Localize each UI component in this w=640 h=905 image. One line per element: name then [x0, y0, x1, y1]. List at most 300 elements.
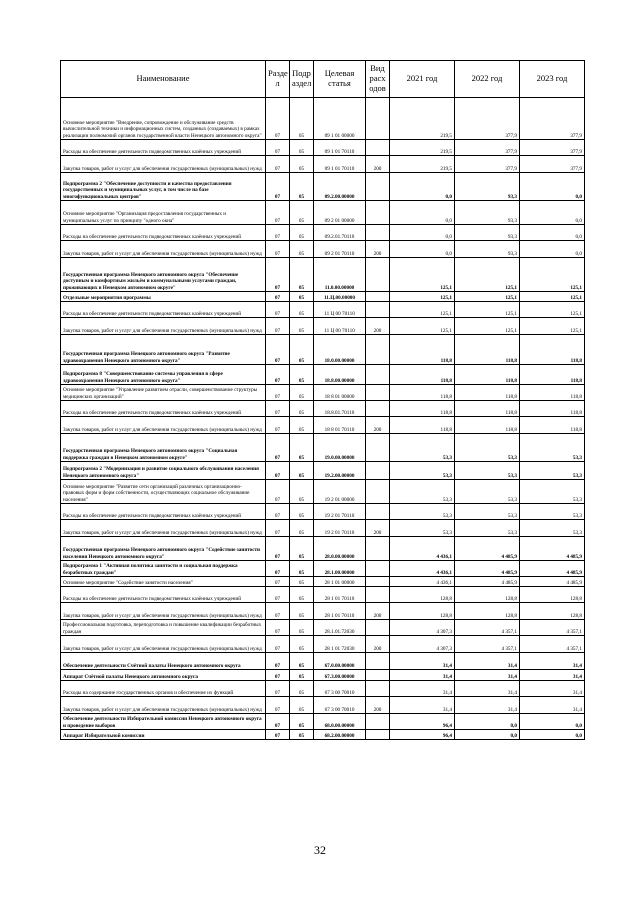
cell-2022: 31,4 [455, 681, 520, 697]
cell-2023: 4 485,9 [520, 537, 585, 561]
cell-razdel: 07 [266, 681, 290, 697]
cell-statya: 19.0.00.00000 [314, 434, 366, 462]
cell-2023: 0,0 [520, 201, 585, 225]
table-header-row [61, 61, 585, 98]
col-header-2022: 2022 год [455, 61, 520, 98]
cell-razdel: 07 [266, 480, 290, 504]
cell-vid [366, 140, 390, 156]
cell-name: Закупка товаров, работ и услуг для обеспечения государственных (муниципальных) нужд [61, 417, 266, 434]
cell-vid [366, 714, 390, 730]
cell-vid: 200 [366, 636, 390, 653]
cell-2021: 0,0 [390, 201, 455, 225]
cell-2023: 53,3 [520, 480, 585, 504]
table-row [61, 365, 585, 385]
cell-2022: 31,4 [455, 697, 520, 714]
cell-2022: 0,0 [455, 730, 520, 740]
cell-razdel: 07 [266, 504, 290, 520]
col-header-vid: Вид расх одов [366, 61, 390, 98]
cell-2022: 4 485,9 [455, 537, 520, 561]
cell-podrazdel: 05 [290, 480, 314, 504]
table-row [61, 730, 585, 740]
cell-2021: 96,4 [390, 730, 455, 740]
cell-2023: 125,1 [520, 302, 585, 318]
table-row [61, 520, 585, 537]
cell-razdel: 07 [266, 520, 290, 537]
cell-vid: 200 [366, 156, 390, 173]
cell-vid [366, 225, 390, 241]
cell-2022: 118,8 [455, 417, 520, 434]
cell-2023: 53,3 [520, 434, 585, 462]
cell-2021: 31,4 [390, 681, 455, 697]
table-row [61, 434, 585, 462]
col-header-statya: Целевая статья [314, 61, 366, 98]
cell-2022: 53,3 [455, 480, 520, 504]
cell-2023: 4 485,9 [520, 561, 585, 577]
cell-2022: 31,4 [455, 653, 520, 670]
cell-2023: 128,8 [520, 587, 585, 603]
table-row [61, 681, 585, 697]
cell-2023: 53,3 [520, 504, 585, 520]
cell-razdel: 07 [266, 561, 290, 577]
table-row [61, 603, 585, 620]
cell-razdel: 07 [266, 241, 290, 258]
cell-2022: 118,8 [455, 365, 520, 385]
cell-name: Расходы на обеспечение деятельности подведомственных казённых учреждений [61, 225, 266, 241]
cell-statya: 28 1 01 70110 [314, 603, 366, 620]
cell-2022: 377,9 [455, 98, 520, 140]
cell-razdel: 07 [266, 140, 290, 156]
cell-2021: 125,1 [390, 292, 455, 302]
cell-podrazdel: 05 [290, 98, 314, 140]
table-row [61, 636, 585, 653]
cell-podrazdel: 05 [290, 140, 314, 156]
cell-razdel: 07 [266, 258, 290, 292]
cell-2023: 118,8 [520, 385, 585, 401]
cell-2022: 128,8 [455, 603, 520, 620]
cell-2021: 125,1 [390, 258, 455, 292]
cell-name: Подпрограмма 8 "Совершенствование системы управления в сфере здравоохранения Ненецкого автономного округа" [61, 365, 266, 385]
cell-podrazdel: 05 [290, 462, 314, 480]
cell-statya: 28.1.01.72030 [314, 620, 366, 636]
cell-vid [366, 98, 390, 140]
cell-vid: 200 [366, 697, 390, 714]
table-row [61, 620, 585, 636]
cell-name: Подпрограмма 2 "Модернизация и развитие социального обслуживания населения Ненецкого автономного округа" [61, 462, 266, 480]
cell-podrazdel: 05 [290, 173, 314, 201]
cell-razdel: 07 [266, 156, 290, 173]
cell-2023: 118,8 [520, 335, 585, 365]
cell-2023: 118,8 [520, 401, 585, 417]
cell-statya: 67 3 00 70010 [314, 697, 366, 714]
cell-statya: 09 1 01 70110 [314, 156, 366, 173]
cell-razdel: 07 [266, 603, 290, 620]
cell-2021: 31,4 [390, 670, 455, 681]
cell-podrazdel: 05 [290, 537, 314, 561]
table-row [61, 302, 585, 318]
cell-statya: 67 3 00 70010 [314, 681, 366, 697]
cell-statya: 18.0.00.00000 [314, 335, 366, 365]
cell-statya: 18.8.01.70110 [314, 401, 366, 417]
cell-razdel: 07 [266, 670, 290, 681]
col-header-2021: 2021 год [390, 61, 455, 98]
cell-statya: 18 8 01 00000 [314, 385, 366, 401]
cell-podrazdel: 05 [290, 603, 314, 620]
cell-name: Закупка товаров, работ и услуг для обеспечения государственных (муниципальных) нужд [61, 156, 266, 173]
cell-podrazdel: 05 [290, 292, 314, 302]
cell-2021: 4 307,3 [390, 636, 455, 653]
cell-podrazdel: 05 [290, 714, 314, 730]
table-row [61, 561, 585, 577]
cell-razdel: 07 [266, 302, 290, 318]
cell-statya: 67.3.00.00000 [314, 670, 366, 681]
cell-razdel: 07 [266, 335, 290, 365]
cell-razdel: 07 [266, 587, 290, 603]
cell-statya: 09 2 01 70110 [314, 241, 366, 258]
cell-vid: 200 [366, 318, 390, 335]
cell-razdel: 07 [266, 292, 290, 302]
cell-2023: 31,4 [520, 653, 585, 670]
table-row [61, 653, 585, 670]
cell-podrazdel: 05 [290, 241, 314, 258]
cell-2021: 125,1 [390, 302, 455, 318]
cell-2023: 4 357,1 [520, 620, 585, 636]
cell-razdel: 07 [266, 636, 290, 653]
cell-podrazdel: 05 [290, 335, 314, 365]
cell-statya: 28.1.00.00000 [314, 561, 366, 577]
cell-2021: 219,5 [390, 98, 455, 140]
cell-name: Расходы на обеспечение деятельности подведомственных казённых учреждений [61, 140, 266, 156]
budget-table-container [60, 60, 584, 740]
cell-vid [366, 365, 390, 385]
cell-name: Расходы на содержание государственных органов и обеспечение их функций [61, 681, 266, 697]
cell-2022: 93,3 [455, 241, 520, 258]
cell-vid [366, 730, 390, 740]
table-row [61, 697, 585, 714]
cell-name: Подпрограмма 2 "Обеспечение доступности и качества предоставления государственных и муниципальных услуг, в том числе на базе многофункциональных центров" [61, 173, 266, 201]
cell-vid [366, 462, 390, 480]
cell-statya: 11 Ц 00 70110 [314, 318, 366, 335]
cell-podrazdel: 05 [290, 434, 314, 462]
cell-2023: 118,8 [520, 417, 585, 434]
cell-name: Государственная программа Ненецкого автономного округа "Социальная поддержка граждан в Ненецком автономном округе" [61, 434, 266, 462]
cell-vid [366, 653, 390, 670]
cell-name: Отдельные мероприятия программы [61, 292, 266, 302]
col-header-podrazdel: Подр аздел [290, 61, 314, 98]
cell-podrazdel: 05 [290, 417, 314, 434]
col-header-razdel: Разде л [266, 61, 290, 98]
cell-podrazdel: 05 [290, 401, 314, 417]
cell-2023: 0,0 [520, 730, 585, 740]
cell-2023: 377,9 [520, 156, 585, 173]
cell-statya: 68.0.00.00000 [314, 714, 366, 730]
cell-2021: 53,3 [390, 520, 455, 537]
cell-2022: 4 485,9 [455, 577, 520, 587]
cell-podrazdel: 05 [290, 587, 314, 603]
cell-name: Расходы на обеспечение деятельности подведомственных казённых учреждений [61, 401, 266, 417]
cell-2022: 118,8 [455, 401, 520, 417]
cell-name: Расходы на обеспечение деятельности подведомственных казённых учреждений [61, 302, 266, 318]
cell-name: Закупка товаров, работ и услуг для обеспечения государственных (муниципальных) нужд [61, 636, 266, 653]
cell-vid [366, 681, 390, 697]
cell-2021: 31,4 [390, 653, 455, 670]
cell-2021: 118,8 [390, 385, 455, 401]
table-row [61, 462, 585, 480]
cell-2022: 0,0 [455, 714, 520, 730]
cell-2022: 377,9 [455, 156, 520, 173]
cell-statya: 09.2.01.70110 [314, 225, 366, 241]
cell-2021: 0,0 [390, 173, 455, 201]
cell-2021: 0,0 [390, 241, 455, 258]
cell-vid [366, 258, 390, 292]
cell-razdel: 07 [266, 401, 290, 417]
cell-2022: 93,3 [455, 173, 520, 201]
cell-podrazdel: 05 [290, 225, 314, 241]
cell-podrazdel: 05 [290, 258, 314, 292]
cell-2022: 4 485,9 [455, 561, 520, 577]
cell-podrazdel: 05 [290, 697, 314, 714]
cell-vid [366, 561, 390, 577]
cell-2022: 118,8 [455, 335, 520, 365]
cell-name: Основное мероприятие "Организация предоставления государственных и муниципальных услуг по принципу "одного окна" [61, 201, 266, 225]
cell-2023: 125,1 [520, 292, 585, 302]
cell-vid: 200 [366, 417, 390, 434]
cell-podrazdel: 05 [290, 520, 314, 537]
table-row [61, 480, 585, 504]
table-row [61, 537, 585, 561]
cell-podrazdel: 05 [290, 653, 314, 670]
cell-statya: 68.2.00.00000 [314, 730, 366, 740]
cell-2022: 125,1 [455, 318, 520, 335]
cell-statya: 28 1 01 00000 [314, 577, 366, 587]
cell-name: Закупка товаров, работ и услуг для обеспечения государственных (муниципальных) нужд [61, 241, 266, 258]
cell-2022: 125,1 [455, 292, 520, 302]
cell-razdel: 07 [266, 173, 290, 201]
cell-razdel: 07 [266, 385, 290, 401]
cell-podrazdel: 05 [290, 730, 314, 740]
cell-2022: 53,3 [455, 504, 520, 520]
cell-2021: 53,3 [390, 434, 455, 462]
cell-vid [366, 292, 390, 302]
cell-vid [366, 620, 390, 636]
table-row [61, 417, 585, 434]
cell-vid [366, 335, 390, 365]
table-row [61, 577, 585, 587]
cell-statya: 28 1 01 70110 [314, 587, 366, 603]
cell-2021: 125,1 [390, 318, 455, 335]
cell-2021: 128,8 [390, 587, 455, 603]
cell-name: Закупка товаров, работ и услуг для обеспечения государственных (муниципальных) нужд [61, 318, 266, 335]
cell-name: Государственная программа Ненецкого автономного округа "Содействие занятости населения Ненецкого автономного округа" [61, 537, 266, 561]
cell-podrazdel: 05 [290, 504, 314, 520]
cell-razdel: 07 [266, 417, 290, 434]
table-row [61, 292, 585, 302]
page-number: 32 [314, 843, 326, 857]
cell-2021: 219,5 [390, 156, 455, 173]
table-row [61, 401, 585, 417]
cell-2021: 4 436,1 [390, 561, 455, 577]
cell-2023: 0,0 [520, 241, 585, 258]
cell-2021: 53,3 [390, 480, 455, 504]
cell-vid: 200 [366, 520, 390, 537]
cell-podrazdel: 05 [290, 636, 314, 653]
cell-2021: 4 436,1 [390, 537, 455, 561]
cell-razdel: 07 [266, 365, 290, 385]
cell-2022: 31,4 [455, 670, 520, 681]
cell-2021: 118,8 [390, 401, 455, 417]
cell-2021: 53,3 [390, 504, 455, 520]
cell-name: Государственная программа Ненецкого автономного округа "Обеспечение доступным и комфортным жильём и коммунальными услугами граждан, проживающих в Ненецком автономном округе" [61, 258, 266, 292]
table-row [61, 714, 585, 730]
cell-name: Основное мероприятие "Управление развитием отрасли, совершенствование структуры медицинских организаций" [61, 385, 266, 401]
cell-statya: 11 Ц 00 70110 [314, 302, 366, 318]
cell-razdel: 07 [266, 434, 290, 462]
cell-2023: 0,0 [520, 714, 585, 730]
table-row [61, 335, 585, 365]
cell-2021: 219,5 [390, 140, 455, 156]
cell-statya: 67.0.00.00000 [314, 653, 366, 670]
cell-2022: 4 357,1 [455, 620, 520, 636]
cell-2023: 377,9 [520, 140, 585, 156]
cell-statya: 18.8.00.00000 [314, 365, 366, 385]
cell-name: Основное мероприятие "Развитие сети организаций различных организационно-правовых форм и форм собственности, осуществляющих социальное обслуживание населения" [61, 480, 266, 504]
cell-podrazdel: 05 [290, 385, 314, 401]
cell-2022: 53,3 [455, 520, 520, 537]
cell-name: Основное мероприятие "Внедрение, сопровождение и обслуживание средств вычислительной техники и информационных систем, созданных (создаваемых) в рамках реализации полномочий органов государственной власти Ненецкого автономного округа" [61, 98, 266, 140]
cell-statya: 18 8 01 70110 [314, 417, 366, 434]
cell-2023: 31,4 [520, 697, 585, 714]
cell-vid [366, 385, 390, 401]
table-row [61, 98, 585, 140]
table-row [61, 385, 585, 401]
cell-statya: 28.0.00.00000 [314, 537, 366, 561]
cell-vid [366, 504, 390, 520]
col-header-name: Наименование [61, 61, 266, 98]
cell-statya: 09 1 01 70110 [314, 140, 366, 156]
cell-vid [366, 537, 390, 561]
cell-2023: 128,8 [520, 603, 585, 620]
cell-2021: 53,3 [390, 462, 455, 480]
cell-2023: 0,0 [520, 225, 585, 241]
cell-razdel: 07 [266, 653, 290, 670]
cell-2023: 377,9 [520, 98, 585, 140]
cell-razdel: 07 [266, 730, 290, 740]
cell-statya: 28 1 01 72030 [314, 636, 366, 653]
table-row [61, 201, 585, 225]
cell-2022: 125,1 [455, 258, 520, 292]
cell-razdel: 07 [266, 462, 290, 480]
cell-2021: 128,8 [390, 603, 455, 620]
table-row [61, 173, 585, 201]
cell-2023: 118,8 [520, 365, 585, 385]
cell-statya: 19 2 01 00000 [314, 480, 366, 504]
cell-2023: 53,3 [520, 462, 585, 480]
cell-2022: 125,1 [455, 302, 520, 318]
cell-2021: 0,0 [390, 225, 455, 241]
cell-podrazdel: 05 [290, 201, 314, 225]
cell-name: Обеспечение деятельности Избирательной комиссии Ненецкого автономного округа и проведение выборов [61, 714, 266, 730]
cell-podrazdel: 05 [290, 302, 314, 318]
cell-vid [366, 173, 390, 201]
cell-2022: 128,8 [455, 587, 520, 603]
budget-table [60, 60, 585, 740]
cell-statya: 09 2 01 00000 [314, 201, 366, 225]
cell-razdel: 07 [266, 98, 290, 140]
cell-name: Основное мероприятие "Содействие занятости населения" [61, 577, 266, 587]
cell-vid [366, 201, 390, 225]
table-row [61, 225, 585, 241]
cell-2023: 125,1 [520, 318, 585, 335]
cell-2021: 118,8 [390, 365, 455, 385]
cell-podrazdel: 05 [290, 365, 314, 385]
cell-statya: 11.0.00.00000 [314, 258, 366, 292]
cell-2022: 377,9 [455, 140, 520, 156]
cell-vid: 200 [366, 603, 390, 620]
cell-2021: 4 307,3 [390, 620, 455, 636]
cell-razdel: 07 [266, 225, 290, 241]
cell-statya: 09 1 01 00000 [314, 98, 366, 140]
cell-razdel: 07 [266, 201, 290, 225]
cell-razdel: 07 [266, 697, 290, 714]
cell-vid [366, 670, 390, 681]
cell-name: Закупка товаров, работ и услуг для обеспечения государственных (муниципальных) нужд [61, 697, 266, 714]
table-row [61, 241, 585, 258]
cell-podrazdel: 05 [290, 561, 314, 577]
table-row [61, 258, 585, 292]
cell-2023: 4 357,1 [520, 636, 585, 653]
cell-name: Профессиональная подготовка, переподготовка и повышение квалификации безработных граждан [61, 620, 266, 636]
cell-vid: 200 [366, 241, 390, 258]
cell-podrazdel: 05 [290, 681, 314, 697]
cell-vid [366, 401, 390, 417]
cell-2021: 31,4 [390, 697, 455, 714]
cell-2022: 53,3 [455, 462, 520, 480]
table-body [61, 98, 585, 740]
table-row [61, 587, 585, 603]
table-row [61, 504, 585, 520]
cell-2021: 118,8 [390, 417, 455, 434]
cell-razdel: 07 [266, 714, 290, 730]
cell-podrazdel: 05 [290, 318, 314, 335]
cell-name: Расходы на обеспечение деятельности подведомственных казённых учреждений [61, 504, 266, 520]
cell-statya: 19 2 01 70110 [314, 520, 366, 537]
cell-2023: 4 485,9 [520, 577, 585, 587]
cell-podrazdel: 05 [290, 670, 314, 681]
cell-statya: 19 2 01 70110 [314, 504, 366, 520]
cell-name: Аппарат Избирательной комиссии [61, 730, 266, 740]
cell-razdel: 07 [266, 620, 290, 636]
cell-name: Подпрограмма 1 "Активная политика занятости и социальная поддержка безработных граждан" [61, 561, 266, 577]
table-row [61, 318, 585, 335]
cell-2022: 53,3 [455, 434, 520, 462]
cell-name: Государственная программа Ненецкого автономного округа "Развитие здравоохранения Ненецкого автономного округа" [61, 335, 266, 365]
cell-vid [366, 577, 390, 587]
cell-name: Расходы на обеспечение деятельности подведомственных казённых учреждений [61, 587, 266, 603]
cell-podrazdel: 05 [290, 620, 314, 636]
cell-2023: 31,4 [520, 681, 585, 697]
cell-podrazdel: 05 [290, 577, 314, 587]
table-row [61, 670, 585, 681]
cell-podrazdel: 05 [290, 156, 314, 173]
table-row [61, 156, 585, 173]
cell-vid [366, 434, 390, 462]
cell-razdel: 07 [266, 577, 290, 587]
cell-vid [366, 302, 390, 318]
cell-2022: 93,3 [455, 225, 520, 241]
cell-2022: 93,3 [455, 201, 520, 225]
col-header-2023: 2023 год [520, 61, 585, 98]
cell-vid [366, 587, 390, 603]
cell-2023: 125,1 [520, 258, 585, 292]
